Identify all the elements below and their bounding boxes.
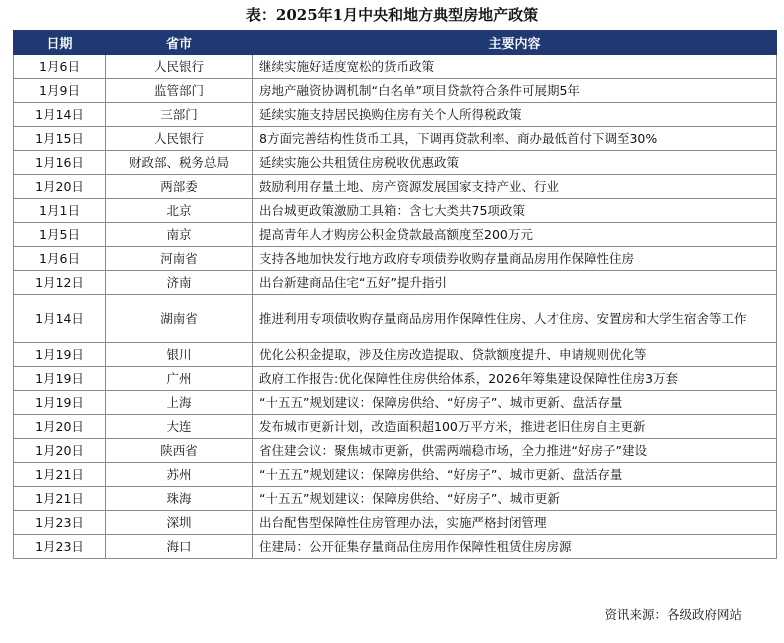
content-cell: 政府工作报告:优化保障性住房供给体系，2026年筹集建设保障性住房3万套	[253, 367, 777, 391]
date-cell: 1月20日	[14, 439, 106, 463]
date-cell: 1月16日	[14, 151, 106, 175]
table-row	[14, 55, 777, 79]
region-cell: 南京	[106, 223, 253, 247]
policy-table	[13, 30, 777, 559]
table-row	[14, 247, 777, 271]
region-cell: 两部委	[106, 175, 253, 199]
date-cell: 1月19日	[14, 343, 106, 367]
content-cell: 推进利用专项债收购存量商品房用作保障性住房、人才住房、安置房和大学生宿舍等工作	[253, 295, 777, 343]
table-row	[14, 223, 777, 247]
date-cell: 1月1日	[14, 199, 106, 223]
table-row	[14, 175, 777, 199]
content-cell: 房地产融资协调机制“白名单”项目贷款符合条件可展期5年	[253, 79, 777, 103]
region-cell: 海口	[106, 535, 253, 559]
region-cell: 深圳	[106, 511, 253, 535]
table-row	[14, 439, 777, 463]
table-row	[14, 511, 777, 535]
table-row	[14, 535, 777, 559]
content-cell: 住建局：公开征集存量商品住房用作保障性租赁住房房源	[253, 535, 777, 559]
table-row	[14, 487, 777, 511]
table-row	[14, 271, 777, 295]
region-cell: 人民银行	[106, 127, 253, 151]
table-row	[14, 343, 777, 367]
date-cell: 1月12日	[14, 271, 106, 295]
table-row	[14, 295, 777, 343]
content-cell: “十五五”规划建议：保障房供给、“好房子”、城市更新	[253, 487, 777, 511]
date-cell: 1月6日	[14, 247, 106, 271]
table-row	[14, 199, 777, 223]
region-cell: 大连	[106, 415, 253, 439]
content-cell: 优化公积金提取，涉及住房改造提取、贷款额度提升、申请规则优化等	[253, 343, 777, 367]
content-cell: 提高青年人才购房公积金贷款最高额度至200万元	[253, 223, 777, 247]
content-cell: 出台城更政策激励工具箱：含七大类共75项政策	[253, 199, 777, 223]
table-row	[14, 151, 777, 175]
region-cell: 银川	[106, 343, 253, 367]
content-cell: 省住建会议：聚焦城市更新，供需两端稳市场，全力推进“好房子”建设	[253, 439, 777, 463]
date-cell: 1月20日	[14, 415, 106, 439]
table-row	[14, 79, 777, 103]
region-cell: 监管部门	[106, 79, 253, 103]
content-cell: 8方面完善结构性货币工具，下调再贷款利率、商办最低首付下调至30%	[253, 127, 777, 151]
table-row	[14, 103, 777, 127]
region-cell: 广州	[106, 367, 253, 391]
date-cell: 1月15日	[14, 127, 106, 151]
content-cell: 出台配售型保障性住房管理办法，实施严格封闭管理	[253, 511, 777, 535]
region-cell: 北京	[106, 199, 253, 223]
region-cell: 上海	[106, 391, 253, 415]
region-cell: 湖南省	[106, 295, 253, 343]
source-note: 资讯来源：各级政府网站	[604, 607, 742, 622]
date-cell: 1月20日	[14, 175, 106, 199]
date-cell: 1月23日	[14, 535, 106, 559]
date-cell: 1月21日	[14, 463, 106, 487]
region-cell: 人民银行	[106, 55, 253, 79]
date-cell: 1月21日	[14, 487, 106, 511]
content-cell: 发布城市更新计划，改造面积超100万平方米，推进老旧住房自主更新	[253, 415, 777, 439]
date-cell: 1月19日	[14, 367, 106, 391]
table-row	[14, 391, 777, 415]
content-cell: 延续实施公共租赁住房税收优惠政策	[253, 151, 777, 175]
content-cell: 鼓励利用存量土地、房产资源发展国家支持产业、行业	[253, 175, 777, 199]
region-cell: 珠海	[106, 487, 253, 511]
header-row	[14, 31, 777, 55]
date-cell: 1月6日	[14, 55, 106, 79]
region-cell: 财政部、税务总局	[106, 151, 253, 175]
table-row	[14, 127, 777, 151]
header-date: 日期	[14, 31, 106, 55]
content-cell: 支持各地加快发行地方政府专项债券收购存量商品房用作保障性住房	[253, 247, 777, 271]
content-cell: “十五五”规划建议：保障房供给、“好房子”、城市更新、盘活存量	[253, 391, 777, 415]
header-content: 主要内容	[253, 31, 777, 55]
region-cell: 济南	[106, 271, 253, 295]
table-row	[14, 367, 777, 391]
region-cell: 苏州	[106, 463, 253, 487]
region-cell: 陕西省	[106, 439, 253, 463]
table-row	[14, 463, 777, 487]
date-cell: 1月14日	[14, 103, 106, 127]
region-cell: 河南省	[106, 247, 253, 271]
header-region: 省市	[106, 31, 253, 55]
date-cell: 1月9日	[14, 79, 106, 103]
content-cell: 继续实施好适度宽松的货币政策	[253, 55, 777, 79]
content-cell: 出台新建商品住宅“五好”提升指引	[253, 271, 777, 295]
date-cell: 1月5日	[14, 223, 106, 247]
date-cell: 1月19日	[14, 391, 106, 415]
region-cell: 三部门	[106, 103, 253, 127]
table-body	[14, 55, 777, 559]
date-cell: 1月14日	[14, 295, 106, 343]
content-cell: 延续实施支持居民换购住房有关个人所得税政策	[253, 103, 777, 127]
date-cell: 1月23日	[14, 511, 106, 535]
content-cell: “十五五”规划建议：保障房供给、“好房子”、城市更新、盘活存量	[253, 463, 777, 487]
table-title: 表：2025年1月中央和地方典型房地产政策	[245, 6, 539, 24]
table-row	[14, 415, 777, 439]
